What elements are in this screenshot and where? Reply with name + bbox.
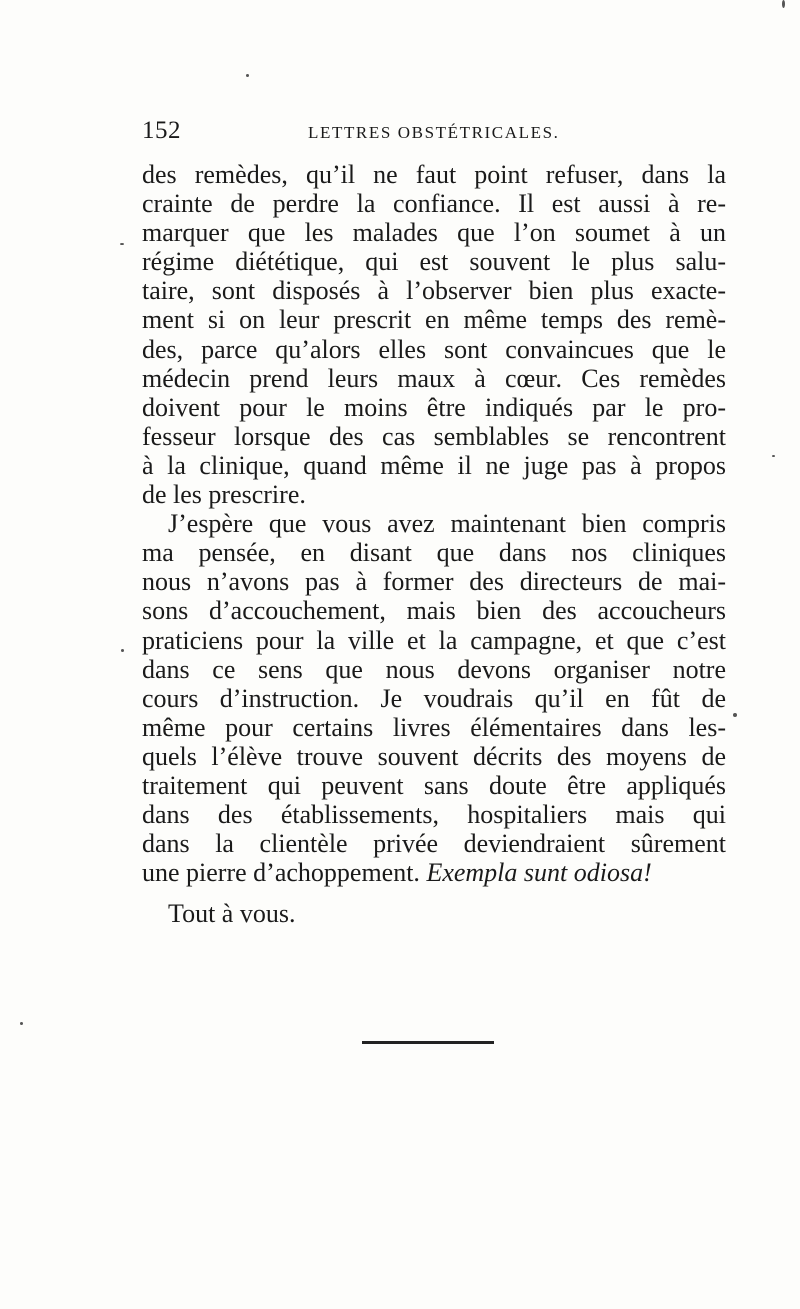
text-line: fesseur lorsque des cas semblables se rencontrent [142, 421, 726, 451]
final-line-text: une pierre d’achoppement. [142, 858, 427, 888]
body-text [142, 160, 726, 887]
text-line-final [142, 858, 726, 887]
text-line: sons d’accouchement, mais bien des accoucheurs [142, 596, 726, 626]
text-line: marquer que les malades que l’on soumet à un [142, 218, 726, 248]
print-speck [121, 649, 124, 652]
closing-salutation: Tout à vous. [168, 899, 296, 928]
text-line: doivent pour le moins être indiqués par le pro- [142, 392, 726, 422]
print-speck [782, 0, 785, 8]
text-line: traitement qui peuvent sans doute être appliqués [142, 770, 726, 800]
text-line: dans des établissements, hospitaliers mais qui [142, 800, 726, 830]
end-rule [362, 1041, 494, 1044]
text-line: à la clinique, quand même il ne juge pas à propos [142, 450, 726, 480]
latin-phrase: Exempla sunt odiosa! [426, 858, 652, 888]
print-speck [772, 455, 775, 457]
running-head: LETTRES OBSTÉTRICALES. [308, 123, 560, 142]
text-line: quels l’élève trouve souvent décrits des moyens de [142, 741, 726, 771]
text-line: régime diététique, qui est souvent le plus salu- [142, 247, 726, 277]
text-line: taire, sont disposés à l’observer bien plus exacte- [142, 276, 726, 306]
text-line: des remèdes, qu’il ne faut point refuser, dans la [142, 160, 726, 189]
text-line: dans ce sens que nous devons organiser notre [142, 654, 726, 684]
print-speck [733, 713, 737, 717]
text-line: même pour certains livres élémentaires dans les- [142, 712, 726, 742]
text-line: nous n’avons pas à former des directeurs de mai- [142, 567, 726, 597]
text-line: ma pensée, en disant que dans nos cliniques [142, 538, 726, 568]
text-line: médecin prend leurs maux à cœur. Ces remèdes [142, 363, 726, 393]
text-line: des, parce qu’alors elles sont convaincues que le [142, 334, 726, 364]
text-line: cours d’instruction. Je voudrais qu’il en fût de [142, 683, 726, 713]
text-line: de les prescrire. [142, 480, 306, 510]
print-speck [246, 74, 249, 77]
print-speck [120, 243, 124, 245]
page-header [142, 114, 722, 148]
page-number: 152 [142, 117, 181, 144]
text-line: J’espère que vous avez maintenant bien compris [168, 509, 726, 539]
print-speck [20, 1022, 23, 1025]
text-line: dans la clientèle privée deviendraient sûrement [142, 829, 726, 859]
text-line: crainte de perdre la confiance. Il est aussi à re- [142, 189, 726, 219]
text-line: ment si on leur prescrit en même temps des remè- [142, 305, 726, 335]
text-line: praticiens pour la ville et la campagne, et que c’est [142, 625, 726, 655]
